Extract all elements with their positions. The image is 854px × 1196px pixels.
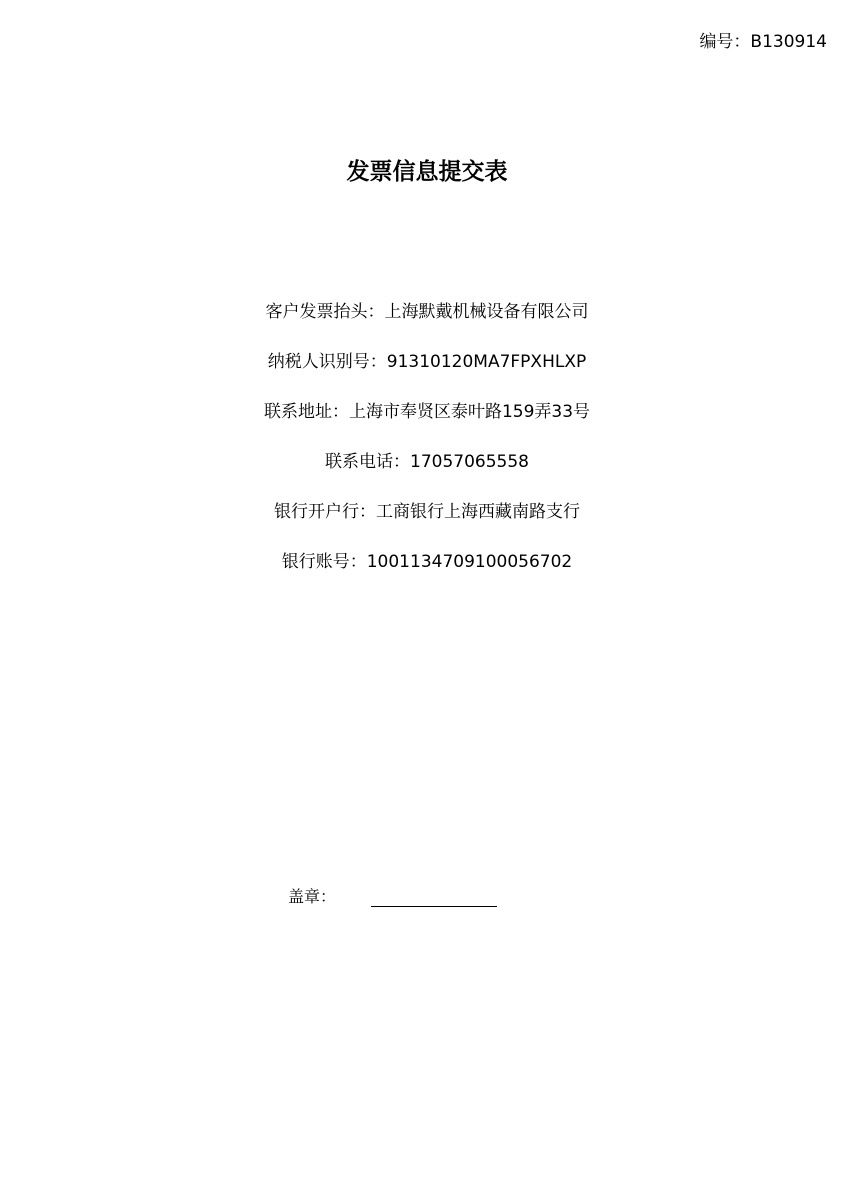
document-number: 编号：B130914 [699, 32, 827, 52]
invoice-title-line: 客户发票抬头：上海默戴机械设备有限公司 [265, 302, 589, 322]
bank-account-line: 银行账号：1001134709100056702 [281, 552, 573, 572]
invoice-info-list [0, 298, 854, 598]
seal-label: 盖章： [288, 887, 337, 906]
address-line: 联系地址：上海市奉贤区泰叶路159弄33号 [263, 402, 591, 422]
bank-line: 银行开户行：工商银行上海西藏南路支行 [274, 502, 580, 522]
phone-line: 联系电话：17057065558 [325, 452, 529, 472]
tax-id-line: 纳税人识别号：91310120MA7FPXHLXP [267, 352, 587, 372]
page-title: 发票信息提交表 [346, 159, 508, 185]
seal-signature-line [371, 906, 497, 907]
